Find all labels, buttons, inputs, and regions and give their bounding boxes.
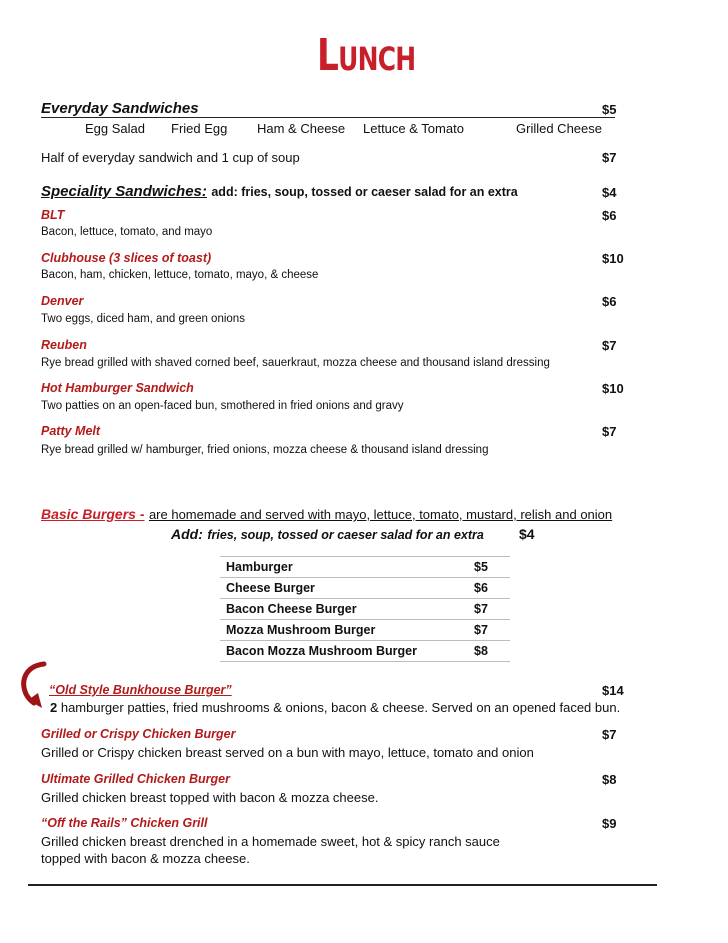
everyday-heading-rule [41, 117, 615, 118]
menu-item-price: $7 [602, 424, 617, 439]
burger-price: $5 [468, 557, 510, 578]
table-row [220, 599, 510, 620]
burgers-add-label: Add: [171, 526, 203, 542]
special-item-price: $7 [602, 727, 617, 742]
special-desc-text: hamburger patties, fried mushrooms & onions, bacon & cheese. Served on an opened faced bun. [57, 700, 621, 715]
menu-item-price: $6 [602, 294, 617, 309]
menu-item-name: BLT [41, 208, 65, 222]
burger-name: Bacon Cheese Burger [220, 599, 468, 620]
special-item-price: $8 [602, 772, 617, 787]
menu-item-description: Rye bread grilled with shaved corned beef, sauerkraut, mozza cheese and thousand island dressing [41, 357, 550, 369]
table-row [220, 620, 510, 641]
burger-price: $7 [468, 620, 510, 641]
menu-item-price: $10 [602, 251, 624, 266]
burger-price: $8 [468, 641, 510, 662]
special-item-description: Grilled or Crispy chicken breast served on a bun with mayo, lettuce, tomato and onion [41, 745, 534, 760]
special-item-description: Grilled chicken breast drenched in a homemade sweet, hot & spicy ranch sauce [41, 834, 500, 849]
table-row [220, 641, 510, 662]
burgers-add-line [171, 526, 484, 544]
menu-item-name: Patty Melt [41, 424, 101, 438]
speciality-add-price: $4 [602, 185, 617, 200]
basic-burgers-heading: Basic Burgers - [41, 506, 145, 522]
everyday-price: $5 [602, 102, 617, 117]
bottom-divider [28, 884, 657, 886]
everyday-option: Lettuce & Tomato [363, 121, 464, 136]
everyday-sandwiches-heading: Everyday Sandwiches [41, 100, 199, 117]
half-sandwich-soup-text: Half of everyday sandwich and 1 cup of soup [41, 150, 300, 165]
special-item-name: “Old Style Bunkhouse Burger” [49, 683, 232, 697]
special-desc-bold: 2 [50, 700, 58, 715]
menu-item-description: Two eggs, diced ham, and green onions [41, 313, 245, 325]
burger-price: $6 [468, 578, 510, 599]
menu-item-name: Reuben [41, 338, 87, 352]
special-item-description [50, 700, 620, 715]
burger-price-table [220, 556, 510, 662]
menu-item-description: Two patties on an open-faced bun, smothered in fried onions and gravy [41, 400, 404, 412]
speciality-heading-line [41, 183, 518, 201]
menu-item-description: Bacon, ham, chicken, lettuce, tomato, mayo, & cheese [41, 269, 319, 281]
special-item-name: “Off the Rails” Chicken Grill [41, 816, 208, 830]
menu-item-price: $7 [602, 338, 617, 353]
everyday-option: Grilled Cheese [516, 121, 602, 136]
menu-item-description: Bacon, lettuce, tomato, and mayo [41, 226, 213, 238]
title-initial: L [317, 30, 339, 81]
menu-item-name: Denver [41, 294, 84, 308]
special-item-price: $9 [602, 816, 617, 831]
burger-name: Cheese Burger [220, 578, 468, 599]
speciality-sandwiches-heading: Speciality Sandwiches: [41, 183, 207, 200]
burgers-add-price: $4 [519, 526, 535, 542]
speciality-add-text: add: fries, soup, tossed or caeser salad for an extra [211, 185, 518, 199]
everyday-option: Ham & Cheese [257, 121, 346, 136]
basic-burgers-heading-line [41, 506, 612, 524]
special-item-description: Grilled chicken breast topped with bacon & mozza cheese. [41, 790, 379, 805]
burger-name: Bacon Mozza Mushroom Burger [220, 641, 468, 662]
menu-item-price: $6 [602, 208, 617, 223]
burgers-add-text: fries, soup, tossed or caeser salad for an extra [207, 528, 484, 542]
special-item-name: Grilled or Crispy Chicken Burger [41, 727, 236, 741]
everyday-option: Fried Egg [171, 121, 228, 136]
burger-name: Mozza Mushroom Burger [220, 620, 468, 641]
page-title [82, 30, 650, 81]
everyday-option: Egg Salad [85, 121, 145, 136]
title-rest: UNCH [338, 40, 416, 78]
special-item-price: $14 [602, 683, 624, 698]
special-item-description-continued: topped with bacon & mozza cheese. [41, 851, 250, 866]
table-row [220, 557, 510, 578]
burger-name: Hamburger [220, 557, 468, 578]
table-row [220, 578, 510, 599]
menu-item-name: Hot Hamburger Sandwich [41, 381, 194, 395]
menu-item-name: Clubhouse (3 slices of toast) [41, 251, 212, 265]
burger-price: $7 [468, 599, 510, 620]
menu-item-price: $10 [602, 381, 624, 396]
curved-arrow-icon [18, 660, 50, 712]
special-item-name: Ultimate Grilled Chicken Burger [41, 772, 230, 786]
menu-item-description: Rye bread grilled w/ hamburger, fried onions, mozza cheese & thousand island dressing [41, 444, 489, 456]
basic-burgers-description: are homemade and served with mayo, lettuce, tomato, mustard, relish and onion [148, 507, 613, 522]
half-sandwich-soup-price: $7 [602, 150, 617, 165]
